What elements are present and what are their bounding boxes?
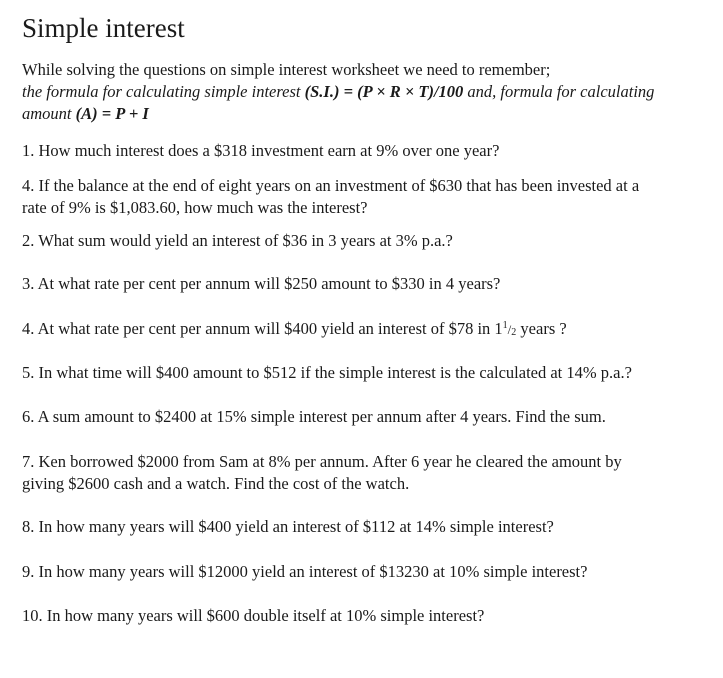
question-item: 4. If the balance at the end of eight years on an investment of $630 that has been invested at a rate of 9% is $1,083.60, how much was the interest? (22, 176, 640, 217)
fraction-slash: / (507, 322, 512, 337)
formula-middle: and, formula for calculating amount (22, 82, 655, 123)
question-item: 5. In what time will $400 amount to $512 if the simple interest is the calculated at 14% p.a.? (22, 363, 632, 382)
question-item: 1. How much interest does a $318 investment earn at 9% over one year? (22, 141, 500, 160)
question-item: 10. In how many years will $600 double itself at 10% simple interest? (22, 606, 485, 625)
question-item: 8. In how many years will $400 yield an interest of $112 at 14% simple interest? (22, 517, 554, 536)
question-item: 3. At what rate per cent per annum will $250 amount to $330 in 4 years? (22, 274, 501, 293)
question-item (22, 318, 662, 341)
fraction-numerator: 1 (502, 320, 508, 331)
intro-paragraph (22, 59, 662, 125)
page-title: Simple interest (22, 13, 185, 43)
formula-prefix: the formula for calculating simple interest (22, 82, 305, 101)
question-item: 6. A sum amount to $2400 at 15% simple interest per annum after 4 years. Find the sum. (22, 407, 606, 426)
question-text-end: years ? (516, 319, 567, 338)
simple-interest-formula: (S.I.) = (P × R × T)/100 (304, 82, 464, 101)
question-item: 2. What sum would yield an interest of $36 in 3 years at 3% p.a.? (22, 231, 453, 250)
question-item: 9. In how many years will $12000 yield an interest of $13230 at 10% simple interest? (22, 562, 588, 581)
amount-formula: (A) = P + I (75, 104, 149, 123)
formula-statement (22, 82, 654, 123)
question-item: 7. Ken borrowed $2000 from Sam at 8% per annum. After 6 year he cleared the amount by giving $2600 cash and a watch. Find the cost of the watch. (22, 452, 622, 493)
question-text: 4. At what rate per cent per annum will $400 yield an interest of $78 in 1 (22, 319, 503, 338)
intro-lead: While solving the questions on simple interest worksheet we need to remember; (22, 60, 551, 79)
fraction-denominator: 2 (511, 327, 517, 338)
